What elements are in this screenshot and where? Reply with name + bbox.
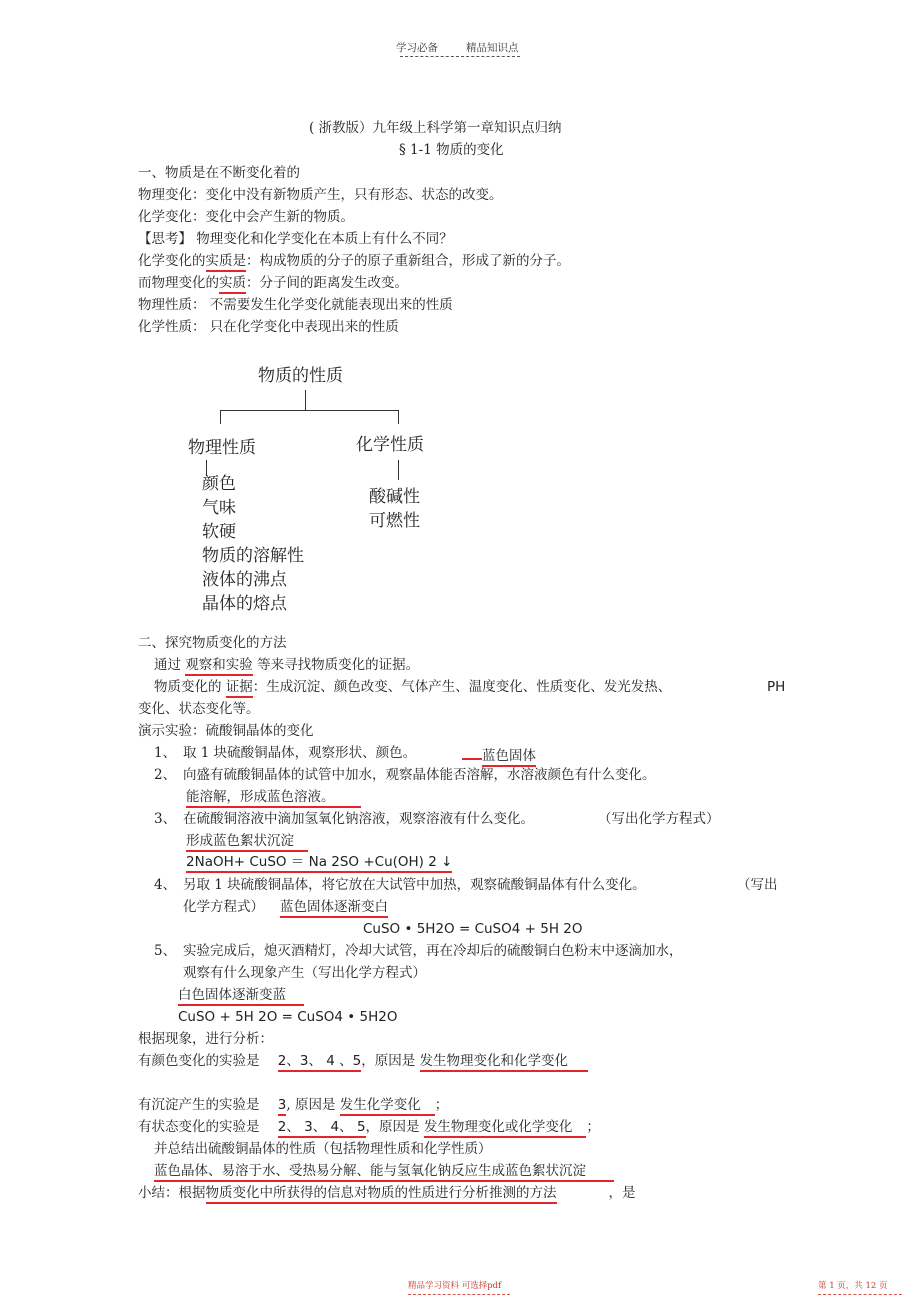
exp2-number: 2、 bbox=[154, 767, 177, 783]
tree-left-item: 气味 bbox=[202, 498, 236, 518]
evidence-ph: PH bbox=[767, 679, 786, 695]
exp1-text: 取 1 块硫酸铜晶体，观察形状、颜色。 bbox=[183, 745, 417, 761]
state-change-line bbox=[138, 1118, 600, 1136]
exp3-number: 3、 bbox=[154, 811, 177, 827]
exp3-equation bbox=[186, 853, 452, 871]
footer-left: 精品学习资料 可选择pdf bbox=[408, 1281, 502, 1291]
exp3-answer-text: 形成蓝色絮状沉淀 bbox=[186, 833, 308, 852]
exp4-answer-text: 蓝色固体逐渐变白 bbox=[280, 899, 388, 918]
exp2-answer-text: 能溶解，形成蓝色溶液。 bbox=[186, 789, 361, 808]
exp1-blank bbox=[462, 744, 482, 760]
evidence-post: ：生成沉淀、颜色改变、气体产生、温度变化、性质变化、发光发热、 bbox=[252, 679, 672, 695]
phys-essence-post: ：分子间的距离发生改变。 bbox=[246, 275, 408, 291]
observe-key: 观察和实验 bbox=[185, 657, 253, 676]
tree-root: 物质的性质 bbox=[258, 366, 343, 386]
phys-essence-pre: 而物理变化的 bbox=[138, 275, 219, 291]
state-nums: 2、 3、 4、 5 bbox=[278, 1119, 366, 1138]
physical-change-def: 物理变化：变化中没有新物质产生，只有形态、状态的改变。 bbox=[138, 187, 503, 203]
state-end: ； bbox=[586, 1119, 600, 1135]
evidence-pre: 物质变化的 bbox=[154, 679, 222, 695]
tree-left-stem bbox=[220, 410, 221, 424]
tree-left-item: 液体的沸点 bbox=[202, 570, 287, 590]
think-question: 【思考】 物理变化和化学变化在本质上有什么不同？ bbox=[138, 231, 453, 247]
conclusion-pre: 小结：根据 bbox=[138, 1185, 206, 1201]
evidence-key: 证据 bbox=[226, 679, 253, 698]
state-mid: ，原因是 bbox=[365, 1119, 420, 1135]
precip-end: ； bbox=[434, 1097, 449, 1113]
summary-answer bbox=[154, 1162, 614, 1180]
exp1-answer-text: 蓝色固体 bbox=[482, 748, 536, 767]
exp1-answer bbox=[462, 744, 536, 765]
tree-left-item: 晶体的熔点 bbox=[202, 594, 287, 614]
observe-post: 等来寻找物质变化的证据。 bbox=[257, 657, 420, 673]
summary-answer-text: 蓝色晶体、易溶于水、受热易分解、能与氢氧化钠反应生成蓝色絮状沉淀 bbox=[154, 1163, 614, 1182]
exp4-note: （写出 bbox=[737, 877, 778, 893]
tree-left-item: 软硬 bbox=[202, 522, 236, 542]
exp4-note-cont: 化学方程式） bbox=[183, 899, 264, 915]
phys-essence bbox=[138, 274, 408, 292]
conclusion-key: 物质变化中所获得的信息对物质的性质进行分析推测的方法 bbox=[206, 1185, 557, 1204]
chem-essence-pre: 化学变化的 bbox=[138, 253, 206, 269]
color-pre: 有颜色变化的实验是 bbox=[138, 1053, 260, 1069]
exp5-number: 5、 bbox=[154, 943, 177, 959]
footer-left-divider bbox=[408, 1294, 510, 1295]
precip-pre: 有沉淀产生的实验是 bbox=[138, 1097, 260, 1113]
evidence-line bbox=[154, 678, 671, 696]
chem-essence-post: ：构成物质的分子的原子重新组合，形成了新的分子。 bbox=[246, 253, 570, 269]
exp3-answer bbox=[186, 832, 308, 850]
state-pre: 有状态变化的实验是 bbox=[138, 1119, 260, 1135]
header-divider bbox=[400, 56, 520, 57]
tree-right-node: 化学性质 bbox=[356, 435, 424, 455]
exp5-text-cont: 观察有什么现象产生（写出化学方程式） bbox=[183, 965, 426, 981]
exp1-number: 1、 bbox=[154, 745, 177, 761]
tree-left-item: 物质的溶解性 bbox=[202, 546, 304, 566]
precip-answer: 发生化学变化 bbox=[340, 1097, 435, 1116]
evidence-cont: 变化、状态变化等。 bbox=[138, 701, 260, 717]
tree-right-substem bbox=[398, 460, 399, 480]
exp4-answer bbox=[280, 898, 388, 916]
exp5-equation: CuSO + 5H 2O = CuSO4 • 5H2O bbox=[178, 1009, 398, 1025]
exp2-text: 向盛有硫酸铜晶体的试管中加水，观察晶体能否溶解，水溶液颜色有什么变化。 bbox=[183, 767, 656, 783]
tree-left-item: 颜色 bbox=[202, 474, 236, 494]
exp4-equation: CuSO • 5H2O = CuSO4 + 5H 2O bbox=[363, 921, 583, 937]
exp2-answer bbox=[186, 788, 361, 806]
precip-num: 3 bbox=[278, 1097, 287, 1116]
precip-mid: , 原因是 bbox=[286, 1097, 336, 1113]
color-change-line bbox=[138, 1052, 588, 1070]
observe-line bbox=[154, 656, 419, 674]
page-subtitle: § 1-1 物质的变化 bbox=[399, 142, 504, 158]
conclusion-line bbox=[138, 1184, 636, 1202]
chem-essence bbox=[138, 252, 570, 270]
chem-essence-key: 实质是 bbox=[206, 253, 247, 272]
color-answer: 发生物理变化和化学变化 bbox=[420, 1053, 589, 1072]
color-mid: ，原因是 bbox=[361, 1053, 416, 1069]
exp4-text: 另取 1 块硫酸铜晶体，将它放在大试管中加热，观察硫酸铜晶体有什么变化。 bbox=[183, 877, 646, 893]
conclusion-post: ，是 bbox=[608, 1185, 636, 1201]
phys-essence-key: 实质 bbox=[219, 275, 246, 294]
color-nums: 2、3、 4 、5 bbox=[278, 1053, 361, 1072]
chemical-change-def: 化学变化：变化中会产生新的物质。 bbox=[138, 209, 354, 225]
chemical-property-def: 化学性质： 只在化学变化中表现出来的性质 bbox=[138, 319, 399, 335]
page-title: ( 浙教版）九年级上科学第一章知识点归纳 bbox=[309, 120, 562, 136]
tree-right-item: 可燃性 bbox=[369, 511, 420, 531]
tree-right-stem bbox=[398, 410, 399, 424]
state-answer: 发生物理变化或化学变化 bbox=[424, 1119, 587, 1138]
tree-left-node: 物理性质 bbox=[188, 438, 256, 458]
header-right: 精品知识点 bbox=[466, 42, 519, 54]
observe-pre: 通过 bbox=[154, 657, 181, 673]
section1-heading: 一、物质是在不断变化着的 bbox=[138, 165, 300, 181]
tree-root-stem bbox=[305, 390, 306, 410]
analysis-intro: 根据现象，进行分析： bbox=[138, 1031, 273, 1047]
tree-branch-bar bbox=[220, 410, 398, 411]
header-left: 学习必备 bbox=[396, 42, 438, 54]
footer-right: 第 1 页，共 12 页 bbox=[818, 1281, 888, 1291]
exp5-text: 实验完成后，熄灭酒精灯，冷却大试管，再在冷却后的硫酸铜白色粉末中逐滴加水， bbox=[183, 943, 683, 959]
exp5-answer-text: 白色固体逐渐变蓝 bbox=[178, 987, 304, 1006]
exp3-note: （写出化学方程式） bbox=[598, 811, 720, 827]
tree-right-item: 酸碱性 bbox=[369, 487, 420, 507]
footer-right-divider bbox=[818, 1294, 902, 1295]
exp4-number: 4、 bbox=[154, 877, 177, 893]
exp3-equation-text: 2NaOH+ CuSO ＝ Na 2SO +Cu(OH) 2 ↓ bbox=[186, 854, 452, 873]
precipitate-line bbox=[138, 1096, 448, 1114]
summary-question: 并总结出硫酸铜晶体的性质（包括物理性质和化学性质） bbox=[154, 1141, 492, 1157]
physical-property-def: 物理性质： 不需要发生化学变化就能表现出来的性质 bbox=[138, 297, 453, 313]
exp3-text: 在硫酸铜溶液中滴加氢氧化钠溶液，观察溶液有什么变化。 bbox=[183, 811, 534, 827]
exp5-answer bbox=[178, 986, 304, 1004]
section2-heading: 二、探究物质变化的方法 bbox=[138, 635, 287, 651]
demo-title: 演示实验：硫酸铜晶体的变化 bbox=[138, 723, 314, 739]
